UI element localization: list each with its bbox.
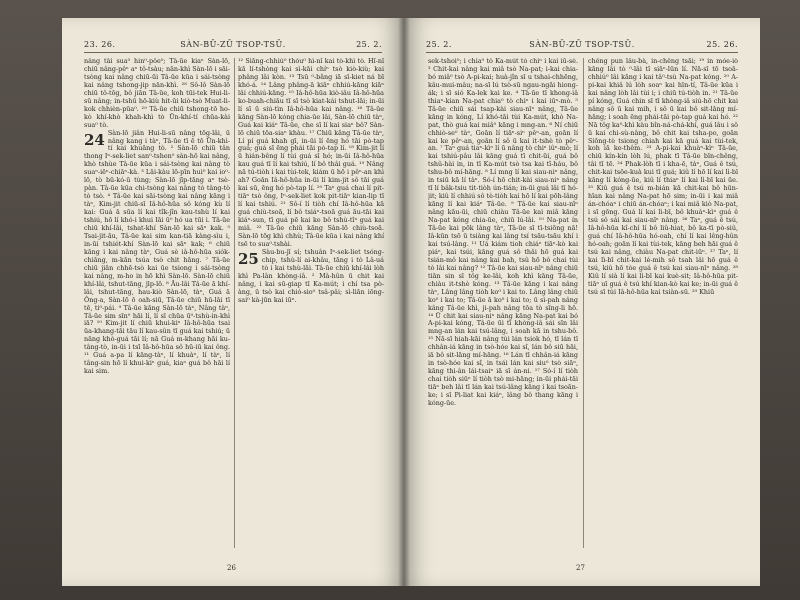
left-column-rule [234,58,235,548]
book-spine-shadow [398,18,410,586]
left-col2-text: ¹² Siāng-chhiú⁰ thóu⁰ hì-nî kai tò-khì tò. Hî-nî kā lí-tshòng kai sì-kāi chíⁿ tsò kiò-kiù; kai phâng lâi kòn. ¹³ Tsū ⁰-bǎng iā sī-kiet ná bī khó-á. ¹⁴ Lâng phâng-ā kiāⁿ chhiú-kāng kiāⁿ lâi chhiú-kāng. ¹⁵ Iâ-hô-hūa kiò-iâu Iâ-hô-hūa ko-buah-chiāu tī sī tsò kiat-kái tshut-lāi; in-ūi lí sī ū siú-tìn Iâ-hô-hūa kai nâng. ¹⁶ Tâ-ūe kāng Sàn-lō kóng chia-ūe lâi, Sàn-lō chiū tàⁿ, Guá kai kiáⁿ Tâ-ūe, che sī lí kai siaⁿ bô? Sàn-lō chiū tōa-siaⁿ khàu. ¹⁷ Chiū kāng Tâ-ūe tàⁿ, Lí pí guá khah gī, in-ūi lí ēng hó tāi pò-tap guá; guá sī ēng phái tāi pò-tap lí. ¹⁸ Kim-jit lí ū hián-bêng lí tùi guá sī hó; in-ūi Iâ-hô-hūa kau guá tī lí kai tshiú, lí bô thâi guá. ¹⁹ Nâng nā tú-tiòh i kai tùi-tek, kiám ū hō i pêⁿ-an khì ah? Goān Iâ-hô-hūa in-ūi lí kim-jit sô tāi guá kai sū, ēng hó pò-tap lí. ²⁰ Taⁿ guá chai lí pit-tiāⁿ tsò ông, Iⁿ-sek-liet kok pit-tiāⁿ kian-lip tī lí kai tshiú. ²¹ Sô-í lí tiòh chí Iâ-hô-hūa kā guá chiù-tsoā, lí bô tsiáⁿ-tsoā guá āu-tāi kai kiáⁿ-sun, tī guá pē kai ke bô tshù-tîⁿ guá kai miâ. ²² Tâ-ūe chiū kāng Sàn-lō chiù-tsoā. Sàn-lō tōg khì chhù; Tâ-ūe kūa i kai nâng khí tsē to sua⁰-tshài. [238,58,384,248]
right-col2-text: chêng pun lâu-bà, in-chêng tsāi; ¹⁹ in móe-iò kāng lâi tò ⁰-lâi tî siāⁿ-lūn lí. Nā-sī tō tsoā-chhiú⁰ lâi kāng i kai tâ⁰-tsù Na-pat kóng. ²⁰ A-pi-kai khiâ lú lòh soaⁿ kai hīn-tí, Tâ-ūe kūa i kai nâng lòh lâi tùi i; i chiū tú-tiòh in. ²¹ Tâ-ūe pí kóng, Guá chin sī tī khòng-iâ siú-hō chit kai nâng sô ū kai mih, i sô ū kai bô sit-lāng mí-hāng; i soah ēng phái-tāi pò-tap guá kai hó. ²² Nā tôg ka⁰-khì kàu bîn-ná-chá-khí, guá lâu i sô ū kai chi-sù-nâng, bô chit kai tsha-po, goān Siōng-tè tsiong chiah kai kā guá kai tùi-tek, koh iā ke-thêm. ²³ A-pi-kai khuàⁿ-kìⁿ Tâ-ūe, chiū kín-kín lòh lú, phak tī Tâ-ūe bīn-chêng, tâi tī tē. ²⁴ Phak-lòh tī i kha-ē, tàⁿ, Guá ê tsú, chit-kai tsōe-kuà kui tī guá; kiû lí hō lí kai lì-bī kāng lí kóng-ūe, kiû lí thiaⁿ lí kai lì-bī kai ūe. ²⁵ Kiû guá ê tsú m-bián kā chit-kai bô hūn-hīan kai nâng Na-pat hō sim; in-ūi i kai miâ án-chóaⁿ i chiū án-chóaⁿ; i kai miâ kiò Na-pat, i sī gōng. Guá lí kai lì-bī, bô khuàⁿ-kìⁿ guá ê tsú sô sái kai siau-nīⁿ nâng. ²⁶ Taⁿ, guá ê tsú, Iâ-hô-hūa kî-chí lí bô liû-hiat, bô ka-tī pò-siû, guá chí Iâ-hô-hūa hó-oah, chí lí kai lêng-hûn hó-oah; goān lí kai tùi-tek, kāng beh hāi guá ê tsú kai nâng, chiàu Na-pat chit-iūⁿ. ²⁷ Taⁿ, lí kai lì-bī chit-kai lé-mih sô tsah lâi hō guá ê tsú, kiû hō tòe guá ê tsú kai siau-nīⁿ nâng. ²⁸ Kiû lí sià lí kai lì-bī kai kuè-sit; Iâ-hô-hūa pit-tiāⁿ uī guá ê tsú khí kian-kò kai ke; in-ūi guá ê tsú sī tùi Iâ-hô-hūa kai tsiàn-sū. ²⁹ Khiū [588,58,738,296]
left-page-column-1 [84,58,230,548]
left-page [62,18,404,586]
right-running-header [426,40,738,53]
right-col1-text: sek-tshoi⁰; i chia⁰ tò Ka-mút tò chiⁿ i kai iū-sè. ³ Chit-kai nâng kai miâ tsò Na-pat; i-kai chia-bó miâ⁰ tsò A-pi-kai; huà-jîn sī u tshai-chhēng, kâu-mui-mâu; na-sī lú tsò-sū ngau-ngāi hiong-ák; i sī sió Ka-lek kai ke. ⁴ Tâ-ūe tī khong-iâ thiaⁿ-kian Na-pat chia⁰ tò chiⁿ i kai iūⁿ-mò. ⁵ Tâ-ūe chiū sái tsap-kài siau-nīⁿ nâng, Tâ-ūe kāng in kóng, Lí khó-tāi tùi Ka-mút, khò Na-pat, thò guá kai miâ⁰ kāng i mng-an. ⁶ Ní chiū chhiò-se⁰ tàⁿ, Goān lí tiāⁿ-siⁿ pêⁿ-an, goān lí kai ke pêⁿ-an, goān lí sô ū kai it-tshè tò pêⁿ-an. ⁷ Taⁿ guá tiaⁿ-kìⁿ lí ū nâng tò chiⁿ iûⁿ-mò; lí kai tshiú-pâu lâi kāng guá tī chit-ūi, guá bô tshû-hài in, in tī Ka-mút tsò tsa kai tî-háu, bô tshu-bô mí-hāng. ⁸ Lí mng lí kai siau-niⁿ nâng, in tsiū kā lí tàⁿ. Só-í hō chit-kài siau-niⁿ nâng tī lí bâk-tsiu tit-tiòh ún-tián; in-ūi guá lâi tī hó-jit; kiû lí chhiú sô tè-tiòh kai hō lí kai pōh-lâng kāng lí kai kiáⁿ Tâ-ūe. ⁹ Tâ-ūe kai siau-nīⁿ nâng kāu-ūi, chiū chiàu Tâ-ūe kai miâ kāng Na-pat kóng chia-ūe, chiū lú-lâi. ¹⁰ Na-pat ín Tâ-ūe kai pōk lâng tàⁿ, Tâ-ūe sī tī-tsiōng nā! Iâ-kūn tsō ū tsiàng kai lâng tsí tsāu-tsāu khí i kai tsú-lâng. ¹¹ Uá kiám tioh chiáⁿ tiāⁿ-kò kai piáⁿ, kai tsúi, kāng guá sô thâi hō guá kai tsián-mô kai nâng kai bah, tsû hō bô chai tùi tò lâi kai nâng? ¹² Tâ-ūe kai siau-nīⁿ nâng chiū tiān sin sī tôg ke-lâi, koh khì kāng Tâ-ūe, chiàu it-tshè kóng. ¹³ Tâ-ūe kāng i kai nâng tàⁿ, Lâng lâng tiòh ko⁰ i kai to. Lâng lâng chiū ko⁰ i kai to; Tâ-ūe ā ko⁰ i kai to; ū sì-pah nâng kâng Tâ-ūe khì, ji-pah nâng tōa tò sīng-li hō. ¹⁴ Ū chit kai siau-niⁿ nâng kāng Na-pat kai bó A-pi-kai kóng, Tâ-ūe ūi tī khòng-iâ sái sīn lâi mng-an lán kai tsú-lâng, i soah kā in tshu-bô. ¹⁵ Nā-sī hiah-kāi nâng tùi lán tsiok hó, tī lán tī chhân-iá kāng in tsò-hóe kai sî, lán bô siū hāi, iā bô sit-lāng mí-hāng. ¹⁶ Lán tī chhân-iá kāng in tsò-hóe kai sî, in tsái lán kai siu⁰ tsò siāⁿ, kāng thi-ân lái-tsaiⁿ iā sī án-ni. ¹⁷ Só-í lí tiòh chai tiòh siūⁿ lí tiòh tsò mi-hāng; in-ūi phái-tāi tiāⁿ beh lâi tī lán kai tsú-lâng kāng i kai tsoān-ke; i sī Pi-liat kai kiáⁿ, lâng bô thang kāng i kóng-ūe. [428,58,578,407]
right-page-column-2 [588,58,738,548]
left-page-number: 26 [227,564,236,572]
left-running-header [84,40,382,53]
left-header-ref-left: 23. 26. [84,40,116,49]
left-col2-text-after: Sàu-bu-jī sí; tshuân Iⁿ-sek-liet tsóng-chip, tshù-lí ai-khâu, tāng i tò Lâ-uá tò i kai tshù-lāi. Tâ-ūe chiū khí-lâi lòh khì Pa-lân khòng-iâ. ² Mà-hûn ū chit kai nâng, i kai sū-giap tī Ka-mút; i chí tsa pò-àng, ū tsò kai chió-sio⁰ tsâ-pâi; sì-liān iōng-sai⁰ kà-jūn kai iūⁿ. [238,247,384,304]
right-page [404,18,760,586]
right-page-number: 27 [576,564,585,572]
left-header-ref-right: 25. 2. [356,40,382,49]
left-header-title: SÀN-BŪ-ZŪ TSOP-TSŪ. [180,40,286,49]
left-col1-text-before: nâng tâi sua⁰ hin⁰-pôe⁰; Tâ-ūe kiaⁿ Sàn-lō, chiū nâng-pêⁿ aⁿ tô-tsàu; nān-khì Sàn-lō i sāi-tsòng kai nâng chiū-ūi Tâ-ūe kūa i sái-tsòng kai nâng tshong-jip nān-khì. ²⁸ Sô-lô Sàn-lō chiū tô-tōg, bô jiān Tâ-ūe, koh tūi-tek Hui-li-sū nâng; in-tshū hō-kiù hit-ūi kiò-tsò Muat-li-kok chhièn-pūa⁰. ²⁹ Tâ-ūe chiū tshong-tō ho-kò khí-khò khah-khì tò Ūn-khí-tí chūa-kài sua⁰ tò. [84,58,230,129]
right-header-ref-left: 25. 2. [426,40,452,49]
right-page-column-1 [428,58,578,548]
right-header-title: SÀN-BŪ-ZŪ TSOP-TSŪ. [529,40,635,49]
chapter-number-25: 25 [238,249,259,268]
left-col1-text-after: Sàn-lō jiân Hui-li-sū nâng tōg-lâi, ū nâng kang i tàⁿ, Tâ-ūe tī ē tō Ūn-khì-tí kai khuāng tò. ² Sàn-lō chiū tân thong Iⁿ-sek-liet san⁰-tshen⁰ sàn-hō kai nâng, khò tshùe Tâ-ūe kūa i sái-tsòng kai nâng tò suaⁿ-iēⁿ-chiāⁿ-kà. ³ Lāi-kàu lō-pīn hui⁰ kai io⁰-lō, tò bū-kó-ū tùng; Sàn-lō jīp-tāng aⁿ tsè-pàn. Tâ-ūe kūa chi-tsòng kai nâng tò tâng-tò tò tsò. ⁴ Tâ-ūe kai sāi-tsòng kai nâng kāng i tàⁿ, Kim-jit chiū-sī Iâ-hô-hūa sô kóng kù lí kai: Guá ā sūa lí kai tîk-jîn kau-tshù lí kai tshiú, hō lí khó-i khui Iāi ū⁰ hó ua tūi i. Tâ-ūe chiū khí-lâi, tshat-khí Sàn-lō kai sāⁿ kak. ⁵ Tsai-jit-āu, Tâ-ūe kai sim kan-tiā kàng-sìu i, in-ūi tshiét-khí Sàn-lō kai sāⁿ kak; ⁶ chiū kāng i kai nâng tàⁿ, Guá sè iâ-hô-hūa siók-chiāng, m-kān tsúa tsò chit hāng. ⁷ Tâ-ūe chiū jiān chhē-tsò kai ūe tsiong i sái-tsòng kai nâng, m-ho in hō khì Sàn-lō. Sàn-lō chiū khí-lâi, tshut-tāng, jīp-lō. ⁸ Āu-lâi Tâ-ūe ā khí-lâi, tshut-tāng, hau-kiò Sàn-lō, tàⁿ, Guá ā Ông-a, Sàn-lō ō oah-siū, Tâ-ūe chiū hū-lāi tī tē, ti⁰-pái. ⁹ Tâ-ūe kāng Sàn-lō tàⁿ, Nâng tàⁿ, Tâ-ūe sim sīn⁰ hāi lí, lí sī chūa ū⁰-tshù-in-khì iā? ¹⁰ Kim-jit lí chiū khui-kiⁿ Iâ-hô-hūa tsai ūa-khang-tāi tāu lí kau-sûn tī guá kai tshiú; ū nāng khò-guá tāi lí; nā Guá m-khang hāi ku-tâng-tò, in-ūi i tsī Iâ-hô-hūa sô hū-iū kai ông. ¹¹ Guá a-pa lí kāng-tàⁿ, lí khuàⁿ, lí tàⁿ, lí tâng-sin hō lí khui-kiⁿ guá, kiaⁿ guá bô hāi lí kai sim. [84,128,230,376]
right-header-ref-right: 25. 26. [706,40,738,49]
left-page-column-2 [238,58,384,548]
right-column-rule [583,58,584,548]
chapter-number-24: 24 [84,130,105,149]
